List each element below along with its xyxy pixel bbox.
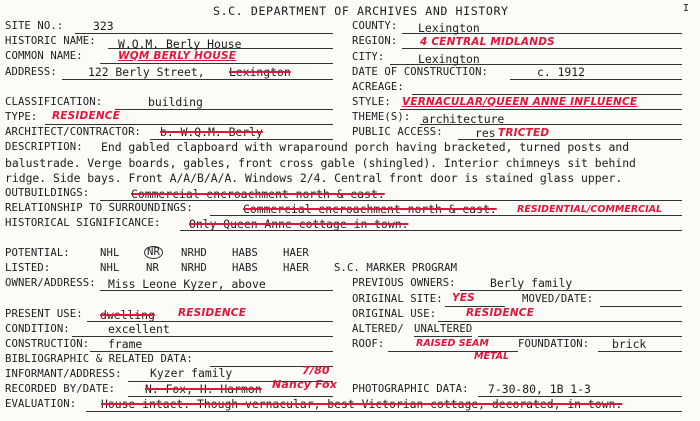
- listed-nr: NR: [146, 262, 159, 274]
- description-line-3: ridge. Side bays. Front A/A/B/A/A. Windows 2/4. Central front door is stained glass upper.: [5, 171, 623, 185]
- outbuildings-label: OUTBUILDINGS:: [5, 187, 90, 199]
- date-label: DATE OF CONSTRUCTION:: [352, 66, 489, 78]
- potential-nr: [144, 246, 163, 259]
- condition-value: excellent: [108, 322, 170, 336]
- description-line-2: balustrade. Verge boards, gables, front cross gable (shingled). Interior chimneys sit behind: [5, 156, 636, 170]
- roof-hand-2: METAL: [474, 351, 510, 362]
- site-no-value: 323: [93, 19, 114, 33]
- listed-nrhd: NRHD: [181, 262, 207, 274]
- marker-program: S.C. MARKER PROGRAM: [334, 262, 458, 274]
- address-value: 122 Berly Street,: [88, 65, 205, 79]
- listed-nhl: NHL: [100, 262, 120, 274]
- listed-label: LISTED:: [5, 262, 51, 274]
- informant-label: INFORMANT/ADDRESS:: [5, 368, 122, 380]
- listed-habs: HABS: [232, 262, 258, 274]
- county-value: Lexington: [418, 21, 480, 35]
- outbuildings-value: Commercial encroachment north & east.: [131, 187, 385, 201]
- site-no-label: SITE NO.:: [5, 20, 64, 32]
- potential-label: POTENTIAL:: [5, 247, 70, 259]
- present-use-label: PRESENT USE:: [5, 308, 83, 320]
- altered-label: ALTERED/: [352, 323, 404, 335]
- address-struck: Lexington: [229, 65, 291, 79]
- region-label: REGION:: [352, 35, 398, 47]
- type-value: RESIDENCE: [52, 110, 121, 122]
- foundation-label: FOUNDATION:: [518, 338, 590, 350]
- potential-haer: HAER: [283, 247, 309, 259]
- unaltered-label: UNALTERED: [414, 323, 473, 335]
- date-value: c. 1912: [537, 65, 586, 79]
- classification-label: CLASSIFICATION:: [5, 96, 103, 108]
- description-line-1: End gabled clapboard with wraparound porch having bracketed, turned posts and: [101, 140, 630, 154]
- condition-label: CONDITION:: [5, 323, 70, 335]
- owner-value: Miss Leone Kyzer, above: [108, 277, 266, 291]
- type-label: TYPE:: [5, 111, 38, 123]
- page-mark: I: [683, 3, 690, 14]
- region-value: 4 CENTRAL MIDLANDS: [420, 36, 555, 48]
- moved-date-label: MOVED/DATE:: [522, 293, 594, 305]
- evaluation-label: EVALUATION:: [5, 398, 77, 410]
- roof-hand: RAISED SEAM: [416, 338, 489, 349]
- informant-value: Kyzer family: [150, 366, 233, 380]
- foundation-value: brick: [612, 337, 647, 351]
- recorded-date-hand: 7/80: [302, 364, 330, 377]
- construction-value: frame: [108, 337, 143, 351]
- historic-name-label: HISTORIC NAME:: [5, 35, 96, 47]
- public-access-hand: TRICTED: [498, 127, 550, 139]
- relationship-label: RELATIONSHIP TO SURROUNDINGS:: [5, 202, 193, 214]
- original-site-label: ORIGINAL SITE:: [352, 293, 443, 305]
- potential-habs: HABS: [232, 247, 258, 259]
- significance-label: HISTORICAL SIGNIFICANCE:: [5, 217, 161, 229]
- potential-nhl: NHL: [100, 247, 120, 259]
- listed-haer: HAER: [283, 262, 309, 274]
- themes-label: THEME(S):: [352, 111, 411, 123]
- evaluation-value: House intact. Though vernacular, best Victorian cottage, decorated, in town.: [101, 397, 623, 411]
- original-use-value: RESIDENCE: [466, 307, 535, 319]
- present-use-struck: dwelling: [100, 308, 155, 322]
- recorded-hand: Nancy Fox: [272, 378, 338, 391]
- roof-label: ROOF:: [352, 338, 385, 350]
- photo-label: PHOTOGRAPHIC DATA:: [352, 383, 469, 395]
- common-name-value: WQM BERLY HOUSE: [118, 50, 237, 62]
- description-label: DESCRIPTION:: [5, 141, 83, 153]
- previous-owners-label: PREVIOUS OWNERS:: [352, 277, 456, 289]
- historic-name-value: W.Q.M. Berly House: [118, 37, 242, 51]
- acreage-label: ACREAGE:: [352, 81, 404, 93]
- biblio-label: BIBLIOGRAPHIC & RELATED DATA:: [5, 353, 193, 365]
- city-label: CITY:: [352, 51, 385, 63]
- photo-value: 7-30-80, 1B 1-3: [488, 382, 591, 396]
- style-value: VERNACULAR/QUEEN ANNE INFLUENCE: [402, 96, 638, 108]
- architect-value: b. W.Q.M. Berly: [160, 125, 263, 139]
- recorded-struck: N. Fox, H. Harmon: [145, 382, 262, 396]
- common-name-label: COMMON NAME:: [5, 50, 83, 62]
- form-title: S.C. DEPARTMENT OF ARCHIVES AND HISTORY: [213, 4, 509, 18]
- potential-nrhd: NRHD: [181, 247, 207, 259]
- architect-label: ARCHITECT/CONTRACTOR:: [5, 126, 142, 138]
- original-use-label: ORIGINAL USE:: [352, 308, 437, 320]
- classification-value: building: [148, 95, 203, 109]
- style-label: STYLE:: [352, 96, 391, 108]
- construction-label: CONSTRUCTION:: [5, 338, 90, 350]
- relationship-hand: RESIDENTIAL/COMMERCIAL: [517, 204, 663, 215]
- significance-value: Only Queen Anne cottage in town.: [189, 217, 409, 231]
- potential-nr-circled: NR: [144, 246, 163, 259]
- recorded-label: RECORDED BY/DATE:: [5, 383, 116, 395]
- public-access-typed: res: [475, 126, 496, 140]
- city-value: Lexington: [418, 52, 480, 66]
- county-label: COUNTY:: [352, 20, 398, 32]
- relationship-value: Commercial encroachment north & east.: [243, 202, 497, 216]
- owner-label: OWNER/ADDRESS:: [5, 277, 96, 289]
- previous-owners-value: Berly family: [490, 276, 573, 290]
- present-use-value: RESIDENCE: [178, 307, 247, 319]
- original-site-value: YES: [452, 292, 475, 304]
- address-label: ADDRESS:: [5, 66, 57, 78]
- themes-value: architecture: [422, 112, 505, 126]
- public-access-label: PUBLIC ACCESS:: [352, 126, 443, 138]
